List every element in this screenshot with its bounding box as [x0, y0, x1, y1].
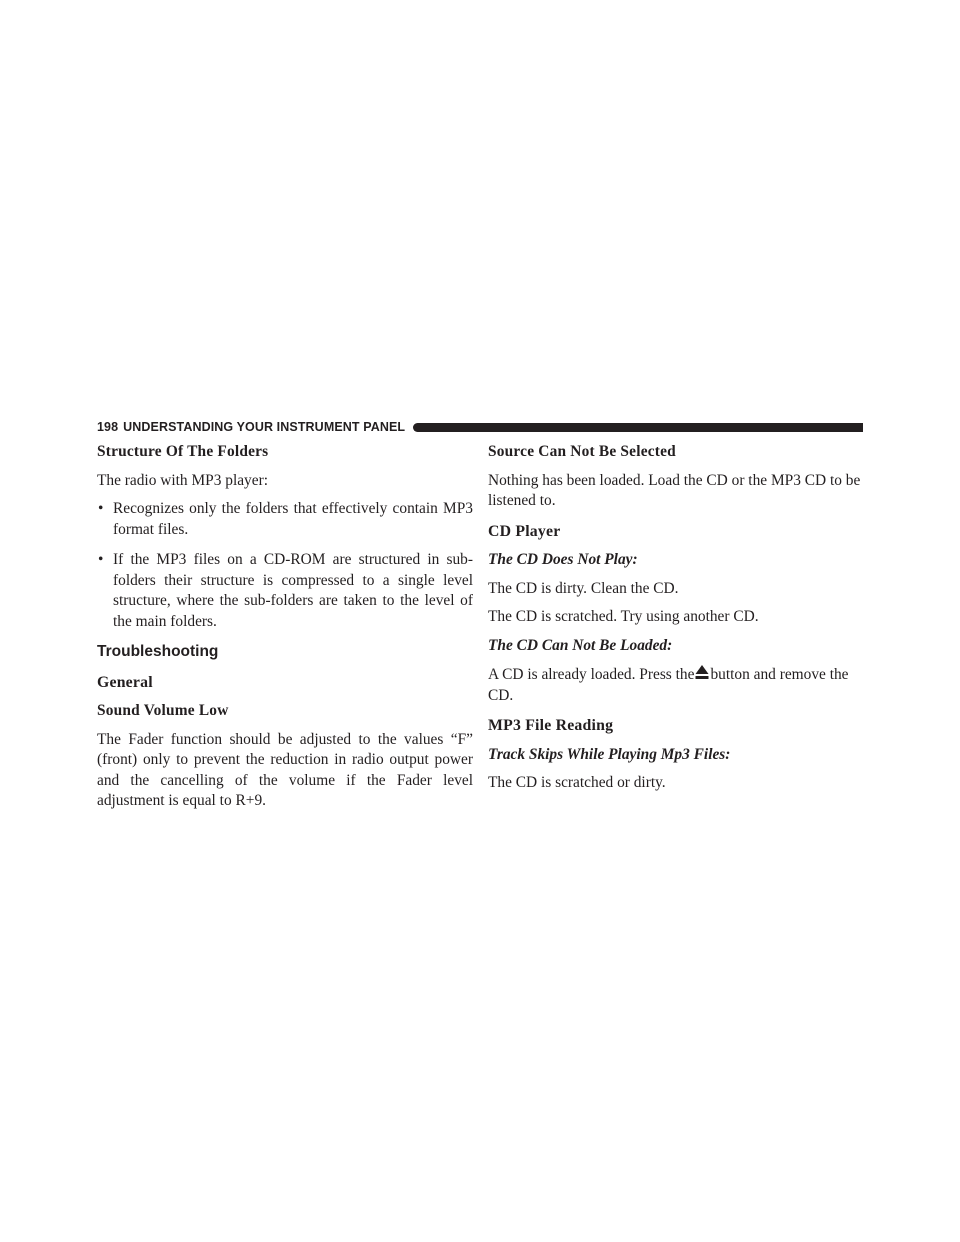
- heading-troubleshooting: Troubleshooting: [97, 643, 219, 660]
- heading-sound-volume-low: Sound Volume Low: [97, 702, 229, 719]
- heading-source-not-selected: Source Can Not Be Selected: [488, 443, 676, 460]
- heading-cd-not-loaded: The CD Can Not Be Loaded:: [488, 636, 673, 654]
- heading-cd-does-not-play: The CD Does Not Play:: [488, 551, 638, 568]
- intro-text: The radio with MP3 player:: [97, 471, 268, 489]
- track-skips-text: The CD is scratched or dirty.: [488, 774, 666, 791]
- page-number: 198: [97, 420, 119, 434]
- cd-dirty-text: The CD is dirty. Clean the CD.: [488, 579, 679, 597]
- heading-general: General: [97, 673, 153, 691]
- heading-mp3-file-reading: MP3 File Reading: [488, 717, 614, 734]
- header-rule: [413, 423, 863, 432]
- cd-loaded-text: A CD is already loaded. Press the button and remove the CD.: [488, 666, 849, 704]
- page-header: [97, 419, 863, 435]
- list-item: • If the MP3 files on a CD-ROM are structured in sub-folders their structure is compressed to a single level structure, where the sub-folders are taken to the level of the main folders.: [98, 551, 473, 630]
- heading-structure-of-folders: Structure Of The Folders: [97, 443, 269, 460]
- right-column: [488, 442, 863, 794]
- sound-volume-text: The Fader function should be adjusted to the values “F” (front) only to prevent the reduction in radio output power and the cancelling of the volume if the Fader level adjustment is equal to R+9.: [97, 730, 473, 809]
- heading-track-skips: Track Skips While Playing Mp3 Files:: [488, 745, 731, 763]
- bullet-icon: •: [98, 551, 104, 568]
- cd-scratched-text: The CD is scratched. Try using another CD.: [488, 608, 759, 625]
- heading-cd-player: CD Player: [488, 522, 561, 540]
- left-column: [97, 442, 473, 812]
- bullet-icon: •: [98, 500, 104, 517]
- source-text: Nothing has been loaded. Load the CD or the MP3 CD to be listened to.: [488, 471, 861, 509]
- section-title: UNDERSTANDING YOUR INSTRUMENT PANEL: [123, 420, 406, 434]
- eject-icon: [695, 664, 709, 680]
- folder-bullet-list: [97, 499, 473, 632]
- header-text: [97, 420, 405, 434]
- list-item: • Recognizes only the folders that effectively contain MP3 format files.: [98, 500, 473, 538]
